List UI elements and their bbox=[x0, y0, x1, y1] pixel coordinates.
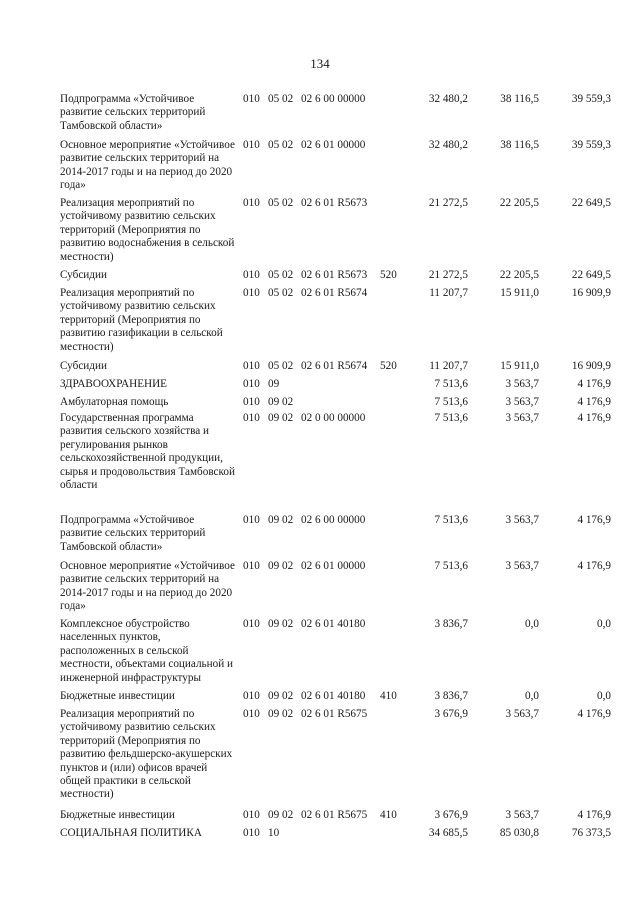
row-rz: 09 02 bbox=[268, 514, 294, 526]
row-value-3: 22 649,5 bbox=[571, 269, 611, 281]
row-cs: 02 6 01 40180 bbox=[301, 690, 366, 702]
row-value-3: 22 649,5 bbox=[571, 197, 611, 209]
row-value-1: 7 513,6 bbox=[434, 378, 468, 390]
row-cs: 02 6 01 R5675 bbox=[301, 708, 368, 720]
row-value-3: 76 373,5 bbox=[571, 827, 611, 839]
row-value-1: 3 836,7 bbox=[434, 690, 468, 702]
row-value-2: 0,0 bbox=[525, 618, 539, 630]
row-rz: 09 02 bbox=[268, 560, 294, 572]
row-cs: 02 6 01 R5674 bbox=[301, 287, 368, 299]
row-value-1: 11 207,7 bbox=[429, 360, 468, 372]
row-value-3: 4 176,9 bbox=[577, 396, 611, 408]
row-name: Бюджетные инвестиции bbox=[60, 809, 175, 821]
row-value-3: 4 176,9 bbox=[577, 809, 611, 821]
row-name: ЗДРАВООХРАНЕНИЕ bbox=[60, 378, 168, 390]
row-vr: 410 bbox=[380, 690, 397, 702]
row-name: Подпрограмма «Устойчивое развитие сельских территорий Тамбовской области» bbox=[60, 93, 206, 132]
row-name: Подпрограмма «Устойчивое развитие сельских территорий Тамбовской области» bbox=[60, 514, 206, 553]
row-ved: 010 bbox=[243, 378, 260, 390]
row-ved: 010 bbox=[243, 269, 260, 281]
row-cs: 02 6 01 R5675 bbox=[301, 809, 368, 821]
row-value-3: 16 909,9 bbox=[571, 360, 611, 372]
row-name: Государственная программа развития сельского хозяйства и регулирования рынков сельскохозяйственной продукции, сырья и продовольствия Тамбовской области bbox=[60, 412, 235, 492]
row-ved: 010 bbox=[243, 690, 260, 702]
row-ved: 010 bbox=[243, 827, 260, 839]
row-value-3: 4 176,9 bbox=[577, 708, 611, 720]
row-rz: 09 02 bbox=[268, 412, 294, 424]
row-rz: 09 02 bbox=[268, 690, 294, 702]
row-ved: 010 bbox=[243, 139, 260, 151]
row-value-2: 0,0 bbox=[525, 690, 539, 702]
row-rz: 05 02 bbox=[268, 269, 294, 281]
row-ved: 010 bbox=[243, 809, 260, 821]
row-value-1: 32 480,2 bbox=[428, 139, 468, 151]
row-cs: 02 0 00 00000 bbox=[301, 412, 366, 424]
row-cs: 02 6 00 00000 bbox=[301, 93, 366, 105]
row-value-2: 38 116,5 bbox=[500, 139, 539, 151]
row-value-1: 32 480,2 bbox=[428, 93, 468, 105]
row-value-2: 3 563,7 bbox=[505, 708, 539, 720]
row-value-3: 39 559,3 bbox=[571, 139, 611, 151]
row-value-2: 3 563,7 bbox=[505, 560, 539, 572]
row-value-2: 38 116,5 bbox=[500, 93, 539, 105]
row-ved: 010 bbox=[243, 412, 260, 424]
row-value-2: 3 563,7 bbox=[505, 514, 539, 526]
row-ved: 010 bbox=[243, 287, 260, 299]
row-name: Комплексное обустройство населенных пунктов, расположенных в сельской местности, объектами социальной и инженерной инфраструктуры bbox=[60, 618, 234, 684]
row-value-3: 4 176,9 bbox=[577, 378, 611, 390]
row-rz: 10 bbox=[268, 827, 280, 839]
row-name: Реализация мероприятий по устойчивому развитию сельских территорий (Мероприятия по развитию фельдшерско-акушерских пунктов и (или) офисов врачей общей практики в сельской местности) bbox=[60, 708, 233, 801]
row-rz: 05 02 bbox=[268, 197, 294, 209]
row-value-1: 3 676,9 bbox=[434, 708, 468, 720]
row-ved: 010 bbox=[243, 618, 260, 630]
row-value-3: 16 909,9 bbox=[571, 287, 611, 299]
page-number: 134 bbox=[310, 56, 330, 71]
row-name: Основное мероприятие «Устойчивое развитие сельских территорий на 2014-2017 годы и на период до 2020 года» bbox=[60, 560, 235, 613]
row-value-1: 3 836,7 bbox=[434, 618, 468, 630]
row-ved: 010 bbox=[243, 360, 260, 372]
row-value-2: 3 563,7 bbox=[505, 378, 539, 390]
row-value-1: 21 272,5 bbox=[428, 197, 468, 209]
row-rz: 09 02 bbox=[268, 618, 294, 630]
row-name: СОЦИАЛЬНАЯ ПОЛИТИКА bbox=[60, 827, 202, 839]
row-rz: 05 02 bbox=[268, 93, 294, 105]
row-name: Субсидии bbox=[60, 269, 107, 281]
row-cs: 02 6 01 40180 bbox=[301, 618, 366, 630]
row-value-3: 4 176,9 bbox=[577, 514, 611, 526]
row-value-2: 85 030,8 bbox=[499, 827, 539, 839]
row-rz: 05 02 bbox=[268, 139, 294, 151]
row-cs: 02 6 01 R5674 bbox=[301, 360, 368, 372]
row-cs: 02 6 01 R5673 bbox=[301, 269, 368, 281]
row-ved: 010 bbox=[243, 197, 260, 209]
row-vr: 520 bbox=[380, 269, 397, 281]
row-ved: 010 bbox=[243, 560, 260, 572]
row-ved: 010 bbox=[243, 93, 260, 105]
row-cs: 02 6 01 00000 bbox=[301, 560, 366, 572]
row-value-3: 4 176,9 bbox=[577, 412, 611, 424]
row-rz: 09 02 bbox=[268, 708, 294, 720]
row-value-2: 3 563,7 bbox=[505, 412, 539, 424]
row-value-3: 39 559,3 bbox=[571, 93, 611, 105]
row-rz: 09 02 bbox=[268, 396, 294, 408]
row-rz: 05 02 bbox=[268, 360, 294, 372]
row-cs: 02 6 01 00000 bbox=[301, 139, 366, 151]
row-value-1: 34 685,5 bbox=[428, 827, 468, 839]
row-ved: 010 bbox=[243, 396, 260, 408]
row-cs: 02 6 01 R5673 bbox=[301, 197, 368, 209]
row-name: Амбулаторная помощь bbox=[60, 396, 169, 408]
row-value-2: 3 563,7 bbox=[505, 396, 539, 408]
row-vr: 520 bbox=[380, 360, 397, 372]
row-ved: 010 bbox=[243, 708, 260, 720]
row-ved: 010 bbox=[243, 514, 260, 526]
row-value-2: 15 911,0 bbox=[500, 360, 539, 372]
row-value-1: 11 207,7 bbox=[429, 287, 468, 299]
row-value-1: 7 513,6 bbox=[434, 514, 468, 526]
row-value-1: 7 513,6 bbox=[434, 396, 468, 408]
row-value-3: 0,0 bbox=[597, 618, 611, 630]
row-name: Субсидии bbox=[60, 360, 107, 372]
row-value-1: 7 513,6 bbox=[434, 560, 468, 572]
row-name: Реализация мероприятий по устойчивому развитию сельских территорий (Мероприятия по развитию водоснабжения в сельской местности) bbox=[60, 197, 235, 263]
row-value-3: 0,0 bbox=[597, 690, 611, 702]
row-cs: 02 6 00 00000 bbox=[301, 514, 366, 526]
row-value-2: 15 911,0 bbox=[500, 287, 539, 299]
row-name: Бюджетные инвестиции bbox=[60, 690, 175, 702]
row-value-1: 3 676,9 bbox=[434, 809, 468, 821]
row-value-2: 22 205,5 bbox=[499, 197, 539, 209]
row-rz: 09 bbox=[268, 378, 280, 390]
row-rz: 05 02 bbox=[268, 287, 294, 299]
row-name: Реализация мероприятий по устойчивому развитию сельских территорий (Мероприятия по развитию газификации в сельской местности) bbox=[60, 287, 223, 353]
row-name: Основное мероприятие «Устойчивое развитие сельских территорий на 2014-2017 годы и на период до 2020 года» bbox=[60, 139, 235, 192]
row-value-1: 7 513,6 bbox=[434, 412, 468, 424]
row-value-3: 4 176,9 bbox=[577, 560, 611, 572]
row-rz: 09 02 bbox=[268, 809, 294, 821]
row-value-2: 3 563,7 bbox=[505, 809, 539, 821]
row-value-1: 21 272,5 bbox=[428, 269, 468, 281]
row-value-2: 22 205,5 bbox=[499, 269, 539, 281]
row-vr: 410 bbox=[380, 809, 397, 821]
